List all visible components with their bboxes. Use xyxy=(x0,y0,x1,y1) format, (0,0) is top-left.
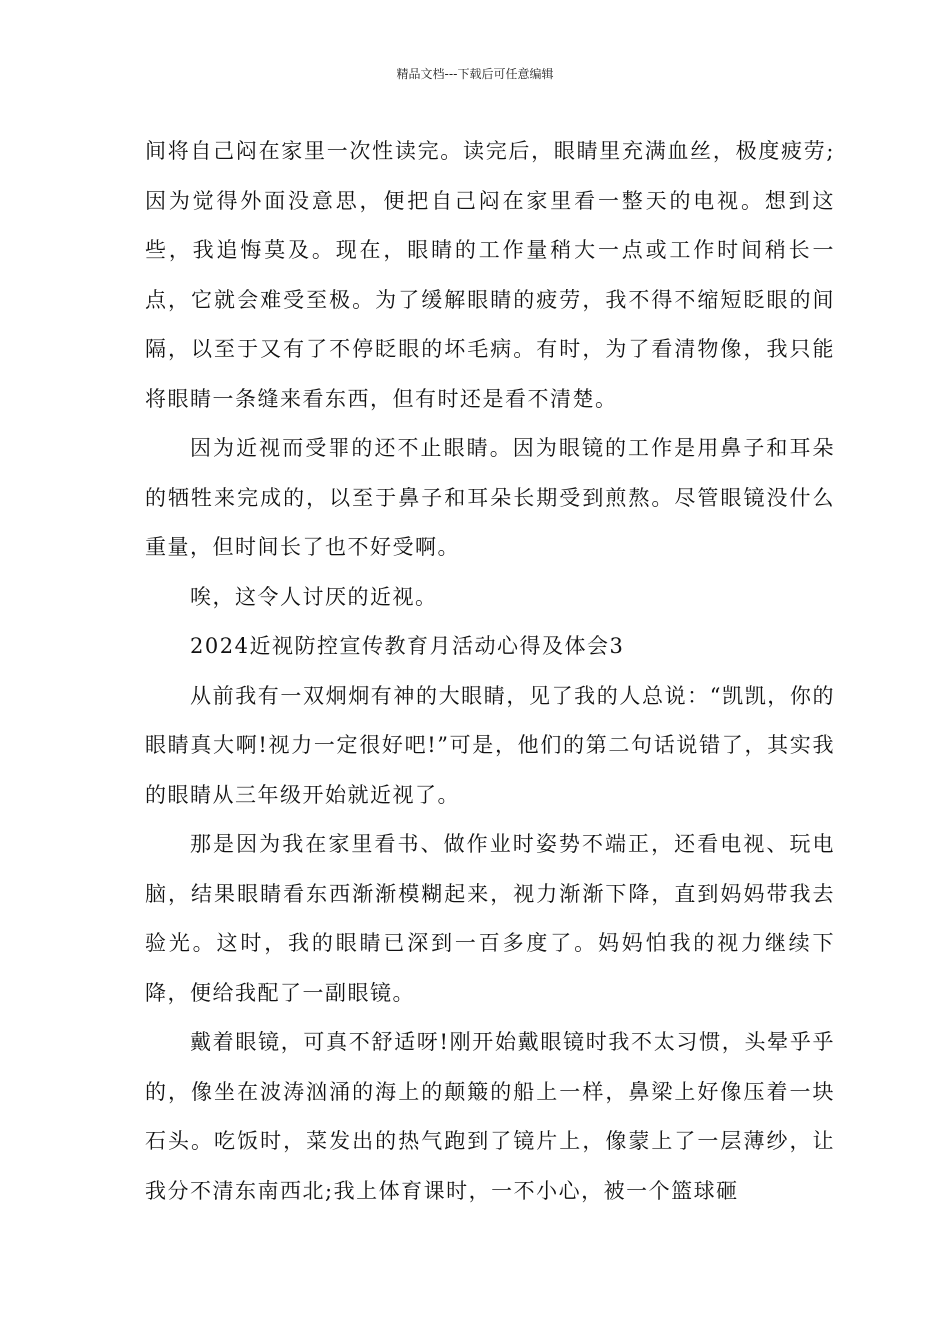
paragraph-continued: 间将自己闷在家里一次性读完。读完后，眼睛里充满血丝，极度疲劳;因为觉得外面没意思，便把自己闷在家里看一整天的电视。想到这些，我追悔莫及。现在，眼睛的工作量稍大一点或工作时间稍长一点，它就会难受至极。为了缓解眼睛的疲劳，我不得不缩短眨眼的间隔，以至于又有了不停眨眼的坏毛病。有时，为了看清物像，我只能将眼睛一条缝来看东西，但有时还是看不清楚。 xyxy=(145,139,835,411)
paragraph: 从前我有一双炯炯有神的大眼睛，见了我的人总说：“凯凯，你的眼睛真大啊!视力一定很好吧!”可是，他们的第二句话说错了，其实我的眼睛从三年级开始就近视了。 xyxy=(145,683,835,807)
paragraph: 那是因为我在家里看书、做作业时姿势不端正，还看电视、玩电脑，结果眼睛看东西渐渐模糊起来，视力渐渐下降，直到妈妈带我去验光。这时，我的眼睛已深到一百多度了。妈妈怕我的视力继续下降，便给我配了一副眼镜。 xyxy=(145,832,835,1005)
document-body xyxy=(145,127,835,1216)
page-header: 精品文档---下载后可任意编辑 xyxy=(396,67,554,81)
section-title: 2024近视防控宣传教育月活动心得及体会3 xyxy=(190,634,625,658)
paragraph: 唉，这令人讨厌的近视。 xyxy=(190,584,438,609)
paragraph: 戴着眼镜，可真不舒适呀!刚开始戴眼镜时我不太习惯，头晕乎乎的，像坐在波涛汹涌的海上的颠簸的船上一样，鼻梁上好像压着一块石头。吃饭时，菜发出的热气跑到了镜片上，像蒙上了一层薄纱，让我分不清东南西北;我上体育课时，一不小心，被一个篮球砸 xyxy=(145,1030,835,1203)
paragraph: 因为近视而受罪的还不止眼睛。因为眼镜的工作是用鼻子和耳朵的牺牲来完成的，以至于鼻子和耳朵长期受到煎熬。尽管眼镜没什么重量，但时间长了也不好受啊。 xyxy=(145,436,835,559)
